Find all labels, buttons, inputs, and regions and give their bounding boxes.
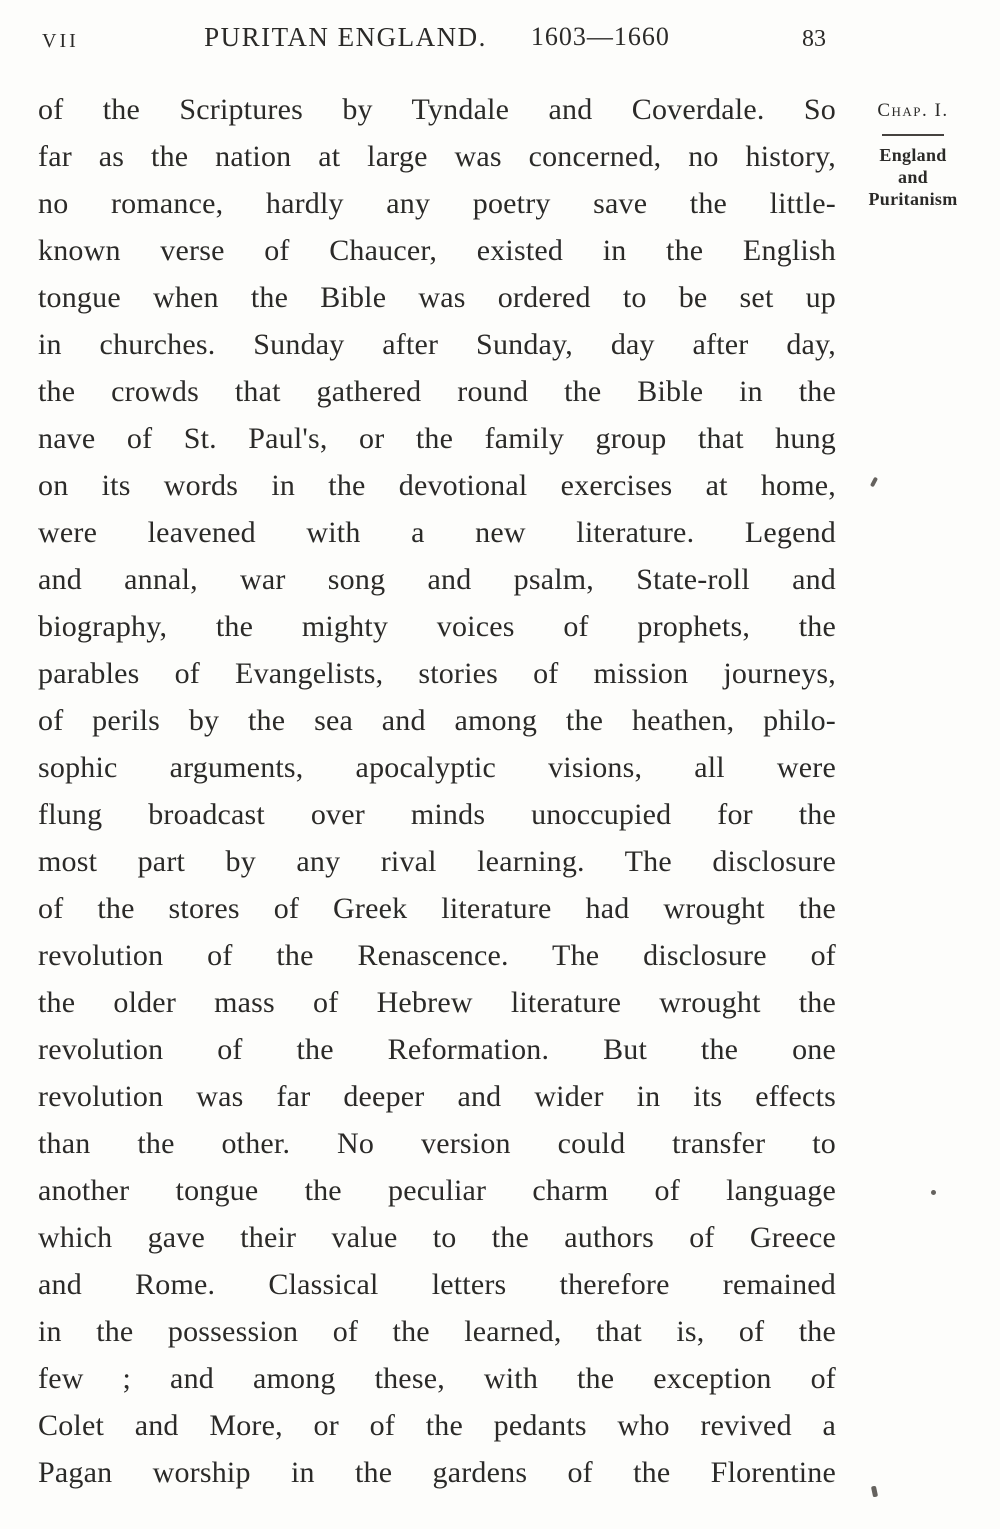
body-line: and annal, war song and psalm, State-roll and [38,563,836,596]
chapter-numeral: VII [42,30,79,52]
body-line: revolution of the Reformation. But the one [38,1033,836,1066]
sidenotes [842,100,984,210]
body-line: far as the nation at large was concerned, no history, [38,140,836,173]
body-text-block [38,86,836,1496]
body-line: were leavened with a new literature. Legend [38,516,836,549]
header-years: 1603—1660 [530,22,670,51]
body-line: most part by any rival learning. The disclosure [38,845,836,878]
body-line: in the possession of the learned, that is, of the [38,1315,836,1348]
body-line: parables of Evangelists, stories of mission journeys, [38,657,836,690]
body-line: another tongue the peculiar charm of language [38,1174,836,1207]
scan-speck [871,1486,878,1498]
scan-speck [870,477,878,488]
body-line: the crowds that gathered round the Bible in the [38,375,836,408]
sidenote-section-line: Puritanism [868,189,958,209]
body-line: of the stores of Greek literature had wrought the [38,892,836,925]
body-line: than the other. No version could transfer to [38,1127,836,1160]
body-line: revolution of the Renascence. The disclosure of [38,939,836,972]
sidenote-section-line: England [879,145,947,165]
header-title-group [38,22,836,53]
body-line: flung broadcast over minds unoccupied for the [38,798,836,831]
sidenote-section-line: and [898,167,928,187]
body-line: few ; and among these, with the exception of [38,1362,836,1395]
body-line: on its words in the devotional exercises at home, [38,469,836,502]
body-line: no romance, hardly any poetry save the little- [38,187,836,220]
body-line: of perils by the sea and among the heathen, philo- [38,704,836,737]
body-line: of the Scriptures by Tyndale and Coverdale. So [38,93,836,126]
body-line: nave of St. Paul's, or the family group that hung [38,422,836,455]
page-number: 83 [802,26,826,52]
body-line: which gave their value to the authors of Greece [38,1221,836,1254]
sidenote-rule [882,134,944,136]
body-line: sophic arguments, apocalyptic visions, all were [38,751,836,784]
header-title: PURITAN ENGLAND. [204,22,487,52]
body-line: and Rome. Classical letters therefore remained [38,1268,836,1301]
scan-speck [931,1190,936,1195]
running-header [0,20,1000,64]
body-line: in churches. Sunday after Sunday, day after day, [38,328,836,361]
body-line: revolution was far deeper and wider in its effects [38,1080,836,1113]
body-line: Pagan worship in the gardens of the Florentine [38,1456,836,1489]
body-line: known verse of Chaucer, existed in the English [38,234,836,267]
sidenote-chapter: Chap. I. [877,100,949,121]
body-line: tongue when the Bible was ordered to be set up [38,281,836,314]
body-line: biography, the mighty voices of prophets, the [38,610,836,643]
body-line: the older mass of Hebrew literature wrought the [38,986,836,1019]
body-line: Colet and More, or of the pedants who revived a [38,1409,836,1442]
